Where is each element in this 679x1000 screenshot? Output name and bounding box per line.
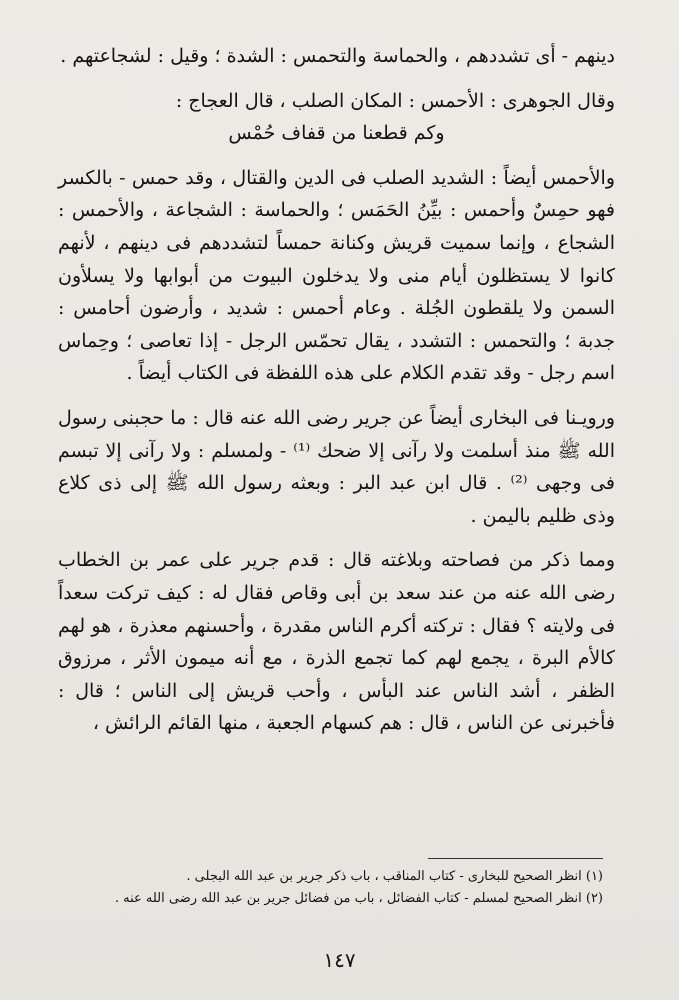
footnote-1: (١) انظر الصحيح للبخارى - كتاب المناقب ، باب ذكر جرير بن عبد الله البجلى . [186,869,603,884]
paragraph-3: والأحمس أيضاً : الشديد الصلب فى الدين والقتال ، وقد حمس - بالكسر فهو حمِسٌ وأحمس : بيِّنُ الحَمَس ؛ والحماسة : الشجاعة ، والأحمس : الشجاع ، وإنما سميت قريش وكنانة حمساً لتشددهم فى دينهم ، لأنهم كانوا لا يستظلون أيام منى ولا يدخلون البيوت من أبوابها ولا يسلأون السمن ولا يلقطون الجُلة . وعام أحمس : شديد ، وأرضون أحامس : جدبة ؛ والتحمس : التشدد ، يقال تحمّس الرجل - إذا تعاصى ؛ وحِماس اسم رجل - وقد تقدم الكلام على هذه اللفظة فى الكتاب أيضاً . [58,166,615,385]
verse-line: وكم قطعنا من قفاف حُمْس [228,122,445,145]
paragraph-2: وقال الجوهرى : الأحمس : المكان الصلب ، قال العجاج : [175,89,615,112]
footnotes [58,866,603,910]
paragraph-1: دينهم - أى تشددهم ، والحماسة والتحمس : الشدة ؛ وقيل : لشجاعتهم . [60,45,615,67]
main-text [58,40,615,740]
footnote-2: (٢) انظر الصحيح لمسلم - كتاب الفضائل ، باب من فضائل جرير بن عبد الله رضى الله عنه . [114,891,603,906]
page-number: ١٤٧ [323,948,356,972]
footnote-divider [428,858,603,859]
paragraph-5: ومما ذكر من فصاحته وبلاغته قال : قدم جرير على عمر بن الخطاب رضى الله عنه من عند سعد بن أبى وقاص فقال له : كيف تركت سعداً فى ولايته ؟ فقال : تركته أكرم الناس مقدرة ، وأحسنهم معذرة ، هو لهم كالأم البرة ، يجمع لهم كما تجمع الذرة ، مع أنه ميمون الأثر ، مرزوق الظفر ، أشد الناس عند البأس ، وأحب قريش إلى الناس ؛ قال : فأخبرنى عن الناس ، قال : هم كسهام الجعبة ، منها القائم الرائش ، [58,549,615,735]
paragraph-4: ورويـنا فى البخارى أيضاً عن جرير رضى الله عنه قال : ما حجبنى رسول الله ﷺ منذ أسلمت ولا رآنى إلا ضحك ⁽¹⁾ - ولمسلم : ولا رآنى إلا تبسم فى وجهى ⁽²⁾ . قال ابن عبد البر : وبعثه رسول الله ﷺ إلى ذى كلاع وذى ظليم باليمن . [58,406,616,527]
